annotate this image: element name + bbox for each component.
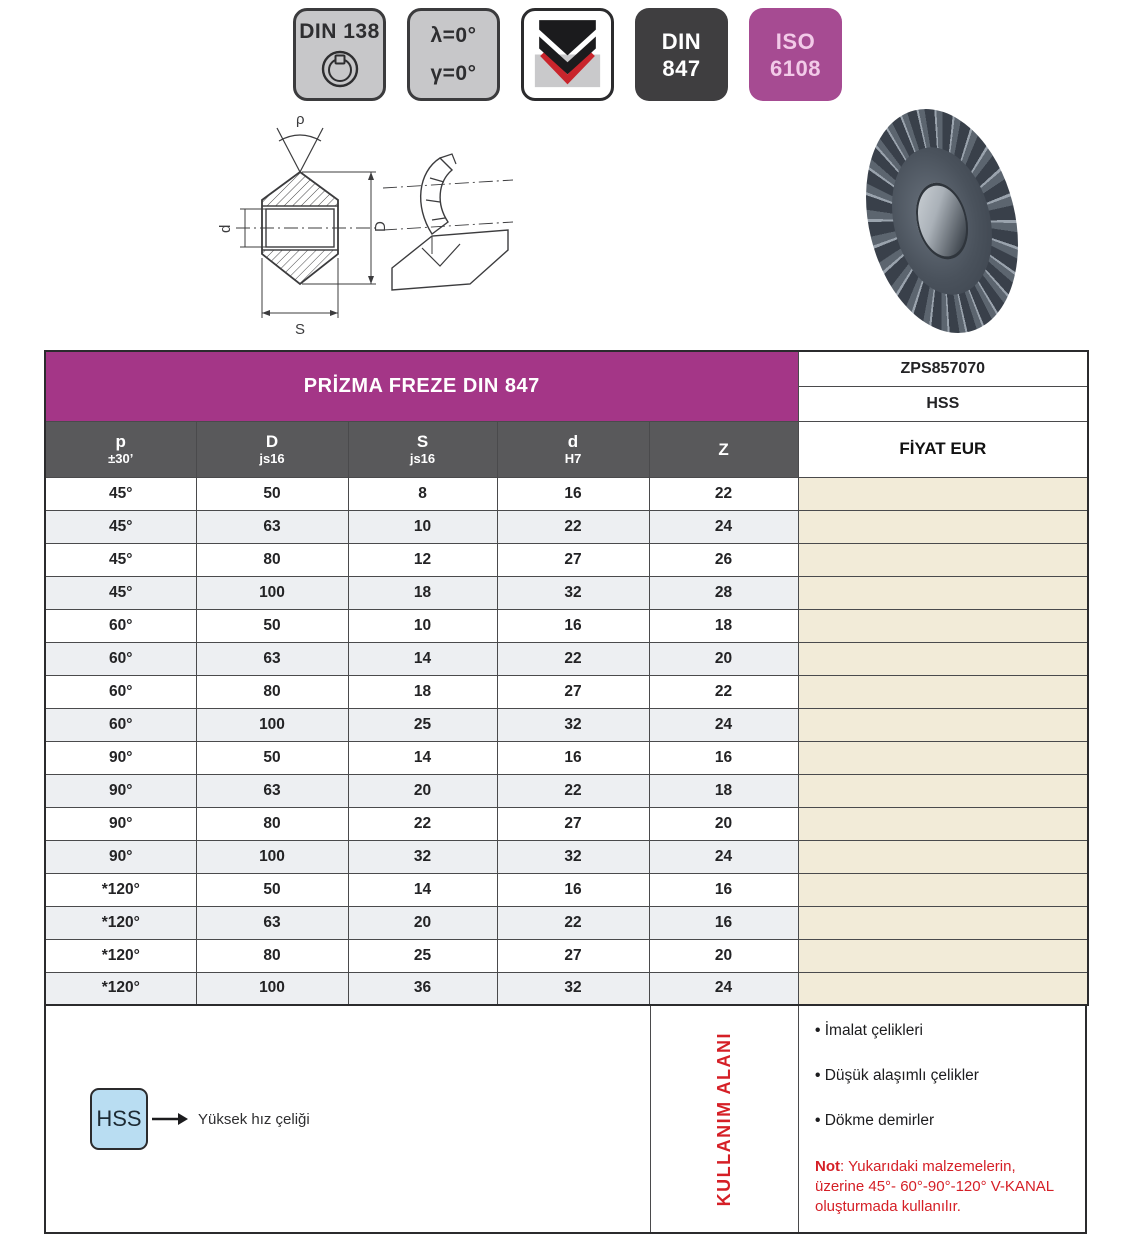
table-cell: 32 xyxy=(348,840,497,873)
product-code: ZPS857070 xyxy=(798,351,1088,386)
table-cell: 90° xyxy=(45,774,196,807)
table-cell: 32 xyxy=(497,972,649,1005)
dim-label-D: D xyxy=(372,221,389,232)
table-cell: 50 xyxy=(196,741,348,774)
price-cell xyxy=(798,477,1088,510)
technical-drawing xyxy=(178,108,518,351)
table-cell: 27 xyxy=(497,543,649,576)
table-cell: 24 xyxy=(649,972,798,1005)
hss-chip: HSS xyxy=(90,1088,148,1150)
table-cell: 14 xyxy=(348,873,497,906)
table-cell: 16 xyxy=(497,873,649,906)
table-row xyxy=(45,675,1088,708)
price-cell xyxy=(798,642,1088,675)
table-cell: 27 xyxy=(497,807,649,840)
table-cell: 60° xyxy=(45,708,196,741)
table-row xyxy=(45,477,1088,510)
dim-label-d: d xyxy=(217,224,234,233)
table-cell: 25 xyxy=(348,708,497,741)
price-cell xyxy=(798,906,1088,939)
table-cell: 28 xyxy=(649,576,798,609)
table-cell: 27 xyxy=(497,675,649,708)
table-cell: 90° xyxy=(45,840,196,873)
table-row xyxy=(45,510,1088,543)
table-cell: 16 xyxy=(497,477,649,510)
price-cell xyxy=(798,609,1088,642)
table-cell: 20 xyxy=(649,807,798,840)
badge-vgroove xyxy=(521,8,614,101)
table-cell: 20 xyxy=(649,939,798,972)
table-cell: 10 xyxy=(348,609,497,642)
table-cell: 8 xyxy=(348,477,497,510)
material-legend xyxy=(46,1006,650,1232)
column-header-Z: Z xyxy=(649,421,798,477)
usage-bullet: • Dökme demirler xyxy=(815,1112,1089,1130)
table-cell: 63 xyxy=(196,906,348,939)
table-cell: 22 xyxy=(497,510,649,543)
table-cell: 90° xyxy=(45,807,196,840)
price-cell xyxy=(798,576,1088,609)
dim-label-rho: ρ xyxy=(296,111,305,128)
table-cell: 63 xyxy=(196,774,348,807)
table-cell: 50 xyxy=(196,477,348,510)
milling-cutter-image xyxy=(844,93,1041,350)
table-cell: 100 xyxy=(196,576,348,609)
column-header-p: p ±30’ xyxy=(45,421,196,477)
table-cell: 10 xyxy=(348,510,497,543)
table-row xyxy=(45,906,1088,939)
table-row xyxy=(45,774,1088,807)
v-groove-icon xyxy=(525,15,610,94)
table-cell: 16 xyxy=(649,906,798,939)
table-cell: *120° xyxy=(45,906,196,939)
dimension-table xyxy=(44,350,1089,1006)
badge-gamma-label: γ=0° xyxy=(430,61,477,85)
table-row xyxy=(45,741,1088,774)
table-body xyxy=(45,477,1088,1005)
catalog-sheet xyxy=(44,350,1087,1234)
table-row xyxy=(45,543,1088,576)
table-cell: 63 xyxy=(196,642,348,675)
table-cell: 14 xyxy=(348,741,497,774)
table-cell: 24 xyxy=(649,708,798,741)
price-cell xyxy=(798,840,1088,873)
table-cell: 80 xyxy=(196,675,348,708)
price-cell xyxy=(798,741,1088,774)
table-cell: 80 xyxy=(196,543,348,576)
table-cell: *120° xyxy=(45,873,196,906)
table-cell: 24 xyxy=(649,840,798,873)
table-cell: 12 xyxy=(348,543,497,576)
badge-din847-line1: DIN xyxy=(661,28,702,54)
price-cell xyxy=(798,774,1088,807)
table-cell: 16 xyxy=(497,741,649,774)
table-cell: 22 xyxy=(649,675,798,708)
table-row xyxy=(45,708,1088,741)
table-row xyxy=(45,873,1088,906)
table-row xyxy=(45,609,1088,642)
column-header-S: S js16 xyxy=(348,421,497,477)
table-row xyxy=(45,972,1088,1005)
table-cell: 20 xyxy=(348,774,497,807)
hss-description: Yüksek hız çeliği xyxy=(198,1110,310,1128)
table-cell: *120° xyxy=(45,972,196,1005)
usage-title: KULLANIM ALANI xyxy=(714,1031,734,1207)
table-cell: 100 xyxy=(196,840,348,873)
badge-din138 xyxy=(293,8,386,101)
price-column-header: FİYAT EUR xyxy=(798,421,1088,477)
usage-bullet-list xyxy=(815,1022,1089,1130)
table-row xyxy=(45,576,1088,609)
price-cell xyxy=(798,510,1088,543)
table-cell: 16 xyxy=(497,609,649,642)
cross-section-diagram xyxy=(178,108,518,346)
badge-din847-line2: 847 xyxy=(662,55,701,81)
badge-iso6108 xyxy=(749,8,842,101)
keyway-bore-icon xyxy=(317,45,363,91)
standards-badge-row xyxy=(293,8,842,101)
table-cell: 50 xyxy=(196,873,348,906)
table-cell: 32 xyxy=(497,576,649,609)
table-cell: 20 xyxy=(348,906,497,939)
badge-lambda-label: λ=0° xyxy=(430,23,477,47)
table-title: PRİZMA FREZE DIN 847 xyxy=(45,351,798,421)
usage-title-cell xyxy=(650,1006,799,1232)
table-row xyxy=(45,840,1088,873)
product-photo xyxy=(800,103,1095,343)
table-cell: *120° xyxy=(45,939,196,972)
table-row xyxy=(45,642,1088,675)
table-cell: 26 xyxy=(649,543,798,576)
table-cell: 63 xyxy=(196,510,348,543)
table-cell: 45° xyxy=(45,477,196,510)
price-cell xyxy=(798,543,1088,576)
table-cell: 16 xyxy=(649,873,798,906)
badge-angles xyxy=(407,8,500,101)
material-label: HSS xyxy=(798,386,1088,421)
table-cell: 80 xyxy=(196,807,348,840)
table-cell: 32 xyxy=(497,708,649,741)
table-cell: 27 xyxy=(497,939,649,972)
price-cell xyxy=(798,675,1088,708)
table-cell: 90° xyxy=(45,741,196,774)
price-cell xyxy=(798,972,1088,1005)
table-cell: 22 xyxy=(497,774,649,807)
table-cell: 22 xyxy=(348,807,497,840)
table-cell: 60° xyxy=(45,675,196,708)
price-cell xyxy=(798,939,1088,972)
dim-label-S: S xyxy=(295,321,306,338)
usage-note: Not: Yukarıdaki malzemelerin, üzerine 45°- 60°-90°-120° V-KANAL oluşturmada kullanılır. xyxy=(815,1158,1055,1215)
table-cell: 16 xyxy=(649,741,798,774)
table-cell: 36 xyxy=(348,972,497,1005)
usage-bullet: • İmalat çelikleri xyxy=(815,1022,1089,1040)
badge-din138-label: DIN 138 xyxy=(299,19,380,43)
table-cell: 14 xyxy=(348,642,497,675)
table-cell: 18 xyxy=(649,774,798,807)
usage-details xyxy=(799,1006,1089,1232)
badge-iso-line1: ISO xyxy=(775,28,816,54)
table-cell: 18 xyxy=(348,675,497,708)
table-cell: 100 xyxy=(196,708,348,741)
table-cell: 50 xyxy=(196,609,348,642)
arrow-right-icon xyxy=(152,1111,188,1127)
table-row xyxy=(45,939,1088,972)
table-cell: 25 xyxy=(348,939,497,972)
usage-footer xyxy=(44,1006,1087,1234)
badge-iso-line2: 6108 xyxy=(770,55,821,81)
table-cell: 80 xyxy=(196,939,348,972)
table-cell: 45° xyxy=(45,576,196,609)
table-cell: 24 xyxy=(649,510,798,543)
price-cell xyxy=(798,873,1088,906)
badge-din847 xyxy=(635,8,728,101)
table-cell: 18 xyxy=(348,576,497,609)
table-cell: 22 xyxy=(497,642,649,675)
table-cell: 45° xyxy=(45,543,196,576)
column-header-D: D js16 xyxy=(196,421,348,477)
table-cell: 22 xyxy=(649,477,798,510)
table-cell: 60° xyxy=(45,642,196,675)
table-cell: 18 xyxy=(649,609,798,642)
usage-bullet: • Düşük alaşımlı çelikler xyxy=(815,1067,1089,1085)
table-cell: 20 xyxy=(649,642,798,675)
column-header-d: d H7 xyxy=(497,421,649,477)
table-row xyxy=(45,807,1088,840)
table-cell: 100 xyxy=(196,972,348,1005)
table-cell: 32 xyxy=(497,840,649,873)
table-cell: 45° xyxy=(45,510,196,543)
price-cell xyxy=(798,708,1088,741)
table-cell: 60° xyxy=(45,609,196,642)
price-cell xyxy=(798,807,1088,840)
table-cell: 22 xyxy=(497,906,649,939)
